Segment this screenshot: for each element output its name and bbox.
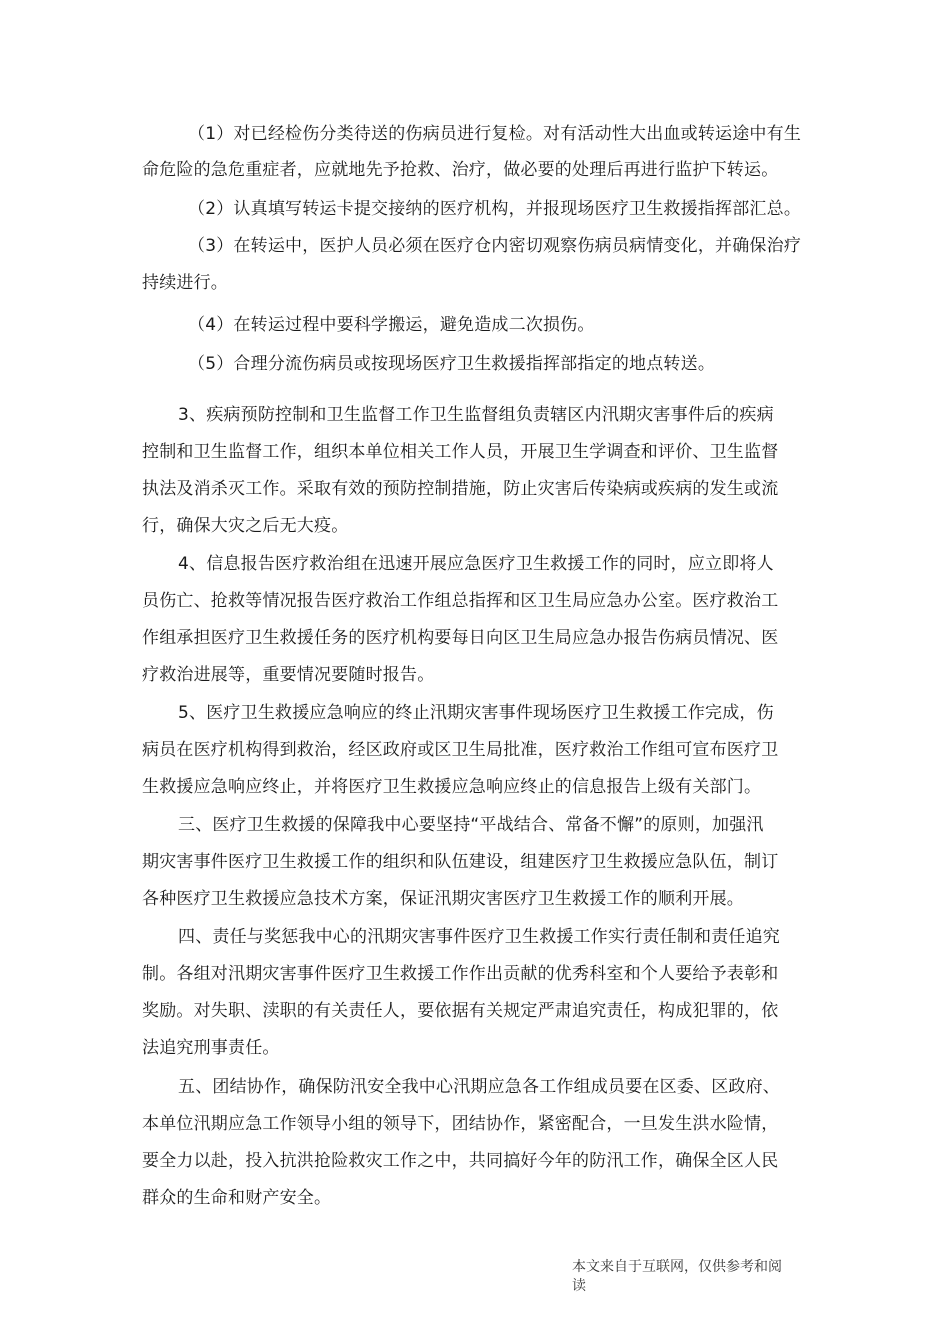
paragraph-line: 命危险的急危重症者，应就地先予抢救、治疗，做必要的处理后再进行监护下转运。 [142, 160, 779, 180]
footer-line: 本文来自于互联网，仅供参考和阅 [572, 1259, 782, 1275]
paragraph-line: 3、疾病预防控制和卫生监督工作卫生监督组负责辖区内汛期灾害事件后的疾病 [178, 405, 774, 425]
paragraph-line: （5）合理分流伤病员或按现场医疗卫生救援指挥部指定的地点转送。 [188, 354, 716, 374]
paragraph-line: 持续进行。 [142, 273, 228, 293]
paragraph-line: 控制和卫生监督工作，组织本单位相关工作人员，开展卫生学调查和评价、卫生监督 [142, 442, 779, 462]
paragraph-line: 四、责任与奖惩我中心的汛期灾害事件医疗卫生救援工作实行责任制和责任追究 [178, 927, 780, 947]
paragraph-line: 五、团结协作，确保防汛安全我中心汛期应急各工作组成员要在区委、区政府、 [178, 1077, 780, 1097]
paragraph-line: （2）认真填写转运卡提交接纳的医疗机构，并报现场医疗卫生救援指挥部汇总。 [188, 199, 802, 219]
paragraph-line: 奖励。对失职、渎职的有关责任人，要依据有关规定严肃追究责任，构成犯罪的，依 [142, 1001, 779, 1021]
paragraph-line: 群众的生命和财产安全。 [142, 1188, 332, 1208]
footer-note [572, 1258, 792, 1296]
footer-line: 读 [572, 1278, 586, 1294]
paragraph-line: 制。各组对汛期灾害事件医疗卫生救援工作作出贡献的优秀科室和个人要给予表彰和 [142, 964, 779, 984]
paragraph-line: 作组承担医疗卫生救援任务的医疗机构要每日向区卫生局应急办报告伤病员情况、医 [142, 628, 779, 648]
paragraph-line: 疗救治进展等，重要情况要随时报告。 [142, 665, 435, 685]
paragraph-line: （1）对已经检伤分类待送的伤病员进行复检。对有活动性大出血或转运途中有生 [188, 124, 802, 144]
paragraph-line: 行，确保大灾之后无大疫。 [142, 516, 349, 536]
paragraph-line: 病员在医疗机构得到救治，经区政府或区卫生局批准，医疗救治工作组可宣布医疗卫 [142, 740, 779, 760]
paragraph-line: 4、信息报告医疗救治组在迅速开展应急医疗卫生救援工作的同时，应立即将人 [178, 554, 774, 574]
paragraph-line: 员伤亡、抢救等情况报告医疗救治工作组总指挥和区卫生局应急办公室。医疗救治工 [142, 591, 779, 611]
paragraph-line: 期灾害事件医疗卫生救援工作的组织和队伍建设，组建医疗卫生救援应急队伍，制订 [142, 852, 779, 872]
paragraph-line: 生救援应急响应终止，并将医疗卫生救援应急响应终止的信息报告上级有关部门。 [142, 777, 762, 797]
paragraph-line: 执法及消杀灭工作。采取有效的预防控制措施，防止灾害后传染病或疾病的发生或流 [142, 479, 779, 499]
paragraph-line: 本单位汛期应急工作领导小组的领导下，团结协作，紧密配合，一旦发生洪水险情， [142, 1114, 779, 1134]
paragraph-line: （3）在转运中，医护人员必须在医疗仓内密切观察伤病员病情变化，并确保治疗 [188, 236, 802, 256]
paragraph-line: 三、医疗卫生救援的保障我中心要坚持“平战结合、常备不懈”的原则，加强汛 [178, 815, 764, 835]
paragraph-line: 5、医疗卫生救援应急响应的终止汛期灾害事件现场医疗卫生救援工作完成，伤 [178, 703, 774, 723]
paragraph-line: 法追究刑事责任。 [142, 1038, 280, 1058]
paragraph-line: 各种医疗卫生救援应急技术方案，保证汛期灾害医疗卫生救援工作的顺利开展。 [142, 889, 744, 909]
paragraph-line: 要全力以赴，投入抗洪抢险救灾工作之中，共同搞好今年的防汛工作，确保全区人民 [142, 1151, 779, 1171]
paragraph-line: （4）在转运过程中要科学搬运，避免造成二次损伤。 [188, 315, 595, 335]
